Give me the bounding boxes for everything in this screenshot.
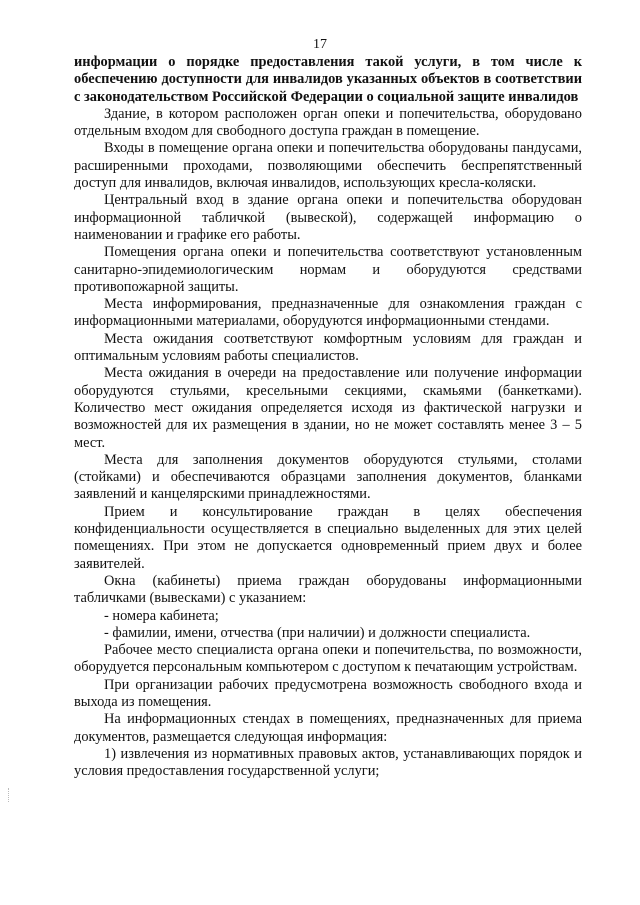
paragraph-legal-extracts: 1) извлечения из нормативных правовых актов, устанавливающих порядок и условия предоставления государственной услуги; [74, 745, 582, 780]
paragraph-workplace-computer: Рабочее место специалиста органа опеки и попечительства, по возможности, оборудуется персональным компьютером с доступом к печатающим устройствам. [74, 642, 582, 676]
paragraph-building-entrance: Здание, в котором расположен орган опеки и попечительства, оборудовано отдельным входом для свободного доступа граждан в помещение. [74, 105, 582, 140]
paragraph-waiting-places: Места ожидания соответствуют комфортным условиям для граждан и оптимальным условиям работы специалистов. [74, 330, 582, 365]
paragraph-office-signs: Окна (кабинеты) приема граждан оборудованы информационными табличками (вывесками) с указанием: [74, 572, 582, 607]
paragraph-document-filling: Места для заполнения документов оборудуются стульями, столами (стойками) и обеспечиваются образцами заполнения документов, бланками заявлений и канцелярскими принадлежностями. [74, 451, 582, 503]
scan-margin-mark [8, 788, 11, 802]
list-item-office-number: - номера кабинета; [104, 607, 219, 624]
paragraph-confidential-reception: Прием и консультирование граждан в целях обеспечения конфиденциальности осуществляется в специально выделенных для этих целей помещениях. При этом не допускается одновременный прием двух и более заявителей. [74, 503, 582, 572]
paragraph-central-entrance-sign: Центральный вход в здание органа опеки и попечительства оборудован информационной табличкой (вывеской), содержащей информацию о наименовании и графике его работы. [74, 192, 582, 243]
document-body [74, 54, 582, 780]
paragraph-information-places: Места информирования, предназначенные для ознакомления граждан с информационными материалами, оборудуются информационными стендами. [74, 296, 582, 330]
paragraph-queue-seating: Места ожидания в очереди на предоставление или получение информации оборудуются стульями, кресельными секциями, скамьями (банкетками). Количество мест ожидания определяется исходя из фактической нагрузки и возможностей для их размещения в здании, но не может составлять менее 3 – 5 мест. [74, 365, 582, 451]
page-number: 17 [313, 37, 327, 52]
paragraph-ramps: Входы в помещение органа опеки и попечительства оборудованы пандусами, расширенными проходами, позволяющими обеспечить беспрепятственный доступ для инвалидов, включая инвалидов, использующих кресла-коляски. [74, 140, 582, 192]
paragraph-free-exit: При организации рабочих предусмотрена возможность свободного входа и выхода из помещения. [74, 676, 582, 710]
list-item-specialist-name: - фамилии, имени, отчества (при наличии) и должности специалиста. [104, 624, 531, 641]
paragraph-sanitary-norms: Помещения органа опеки и попечительства соответствуют установленным санитарно-эпидемиологическим нормам и оборудуются средствами противопожарной защиты. [74, 244, 582, 295]
paragraph-info-stands: На информационных стендах в помещениях, предназначенных для приема документов, размещается следующая информация: [74, 711, 582, 745]
section-heading: информации о порядке предоставления такой услуги, в том числе к обеспечению доступности для инвалидов указанных объектов в соответствии с законодательством Российской Федерации о социальной защите инвалидов [74, 54, 582, 105]
